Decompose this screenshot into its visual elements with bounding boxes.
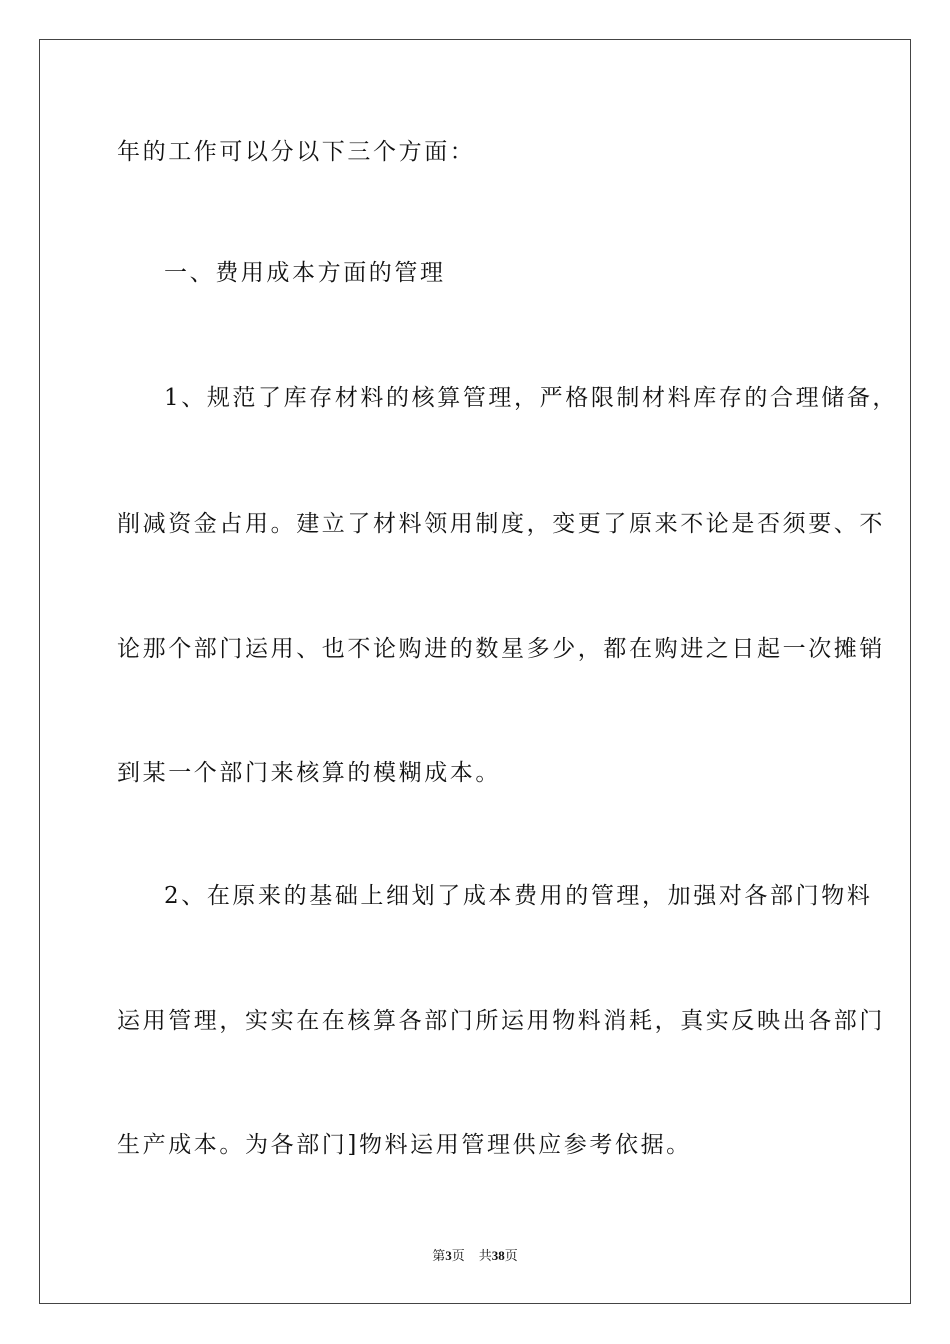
section-heading: 一、费用成本方面的管理 [164,260,446,286]
total-prefix: 共 [478,1248,492,1263]
text-line: 2、在原来的基础上细划了成本费用的管理，加强对各部门物料 [164,883,873,909]
text-line: 削减资金占用。建立了材料领用制度，变更了原来不论是否须要、不 [117,511,885,537]
page-number: 3 [445,1248,452,1263]
page-border [39,39,911,1304]
text-line: 到某一个部门来核算的模糊成本。 [117,760,501,786]
text-line: 年的工作可以分以下三个方面： [117,139,476,165]
text-line: 论那个部门运用、也不论购进的数星多少，都在购进之日起一次摊销 [117,636,885,662]
text-line: 1、规范了库存材料的核算管理，严格限制材料库存的合理储备， [164,385,899,411]
page-suffix: 页 [451,1248,465,1263]
text-line: 生产成本。为各部门]物料运用管理供应参考依据。 [117,1132,692,1158]
total-suffix: 页 [504,1248,518,1263]
text-line: 运用管理，实实在在核算各部门所运用物料消耗，真实反映出各部门 [117,1008,885,1034]
total-pages: 38 [491,1248,505,1263]
page-footer [0,1248,950,1264]
page-prefix: 第 [432,1248,446,1263]
